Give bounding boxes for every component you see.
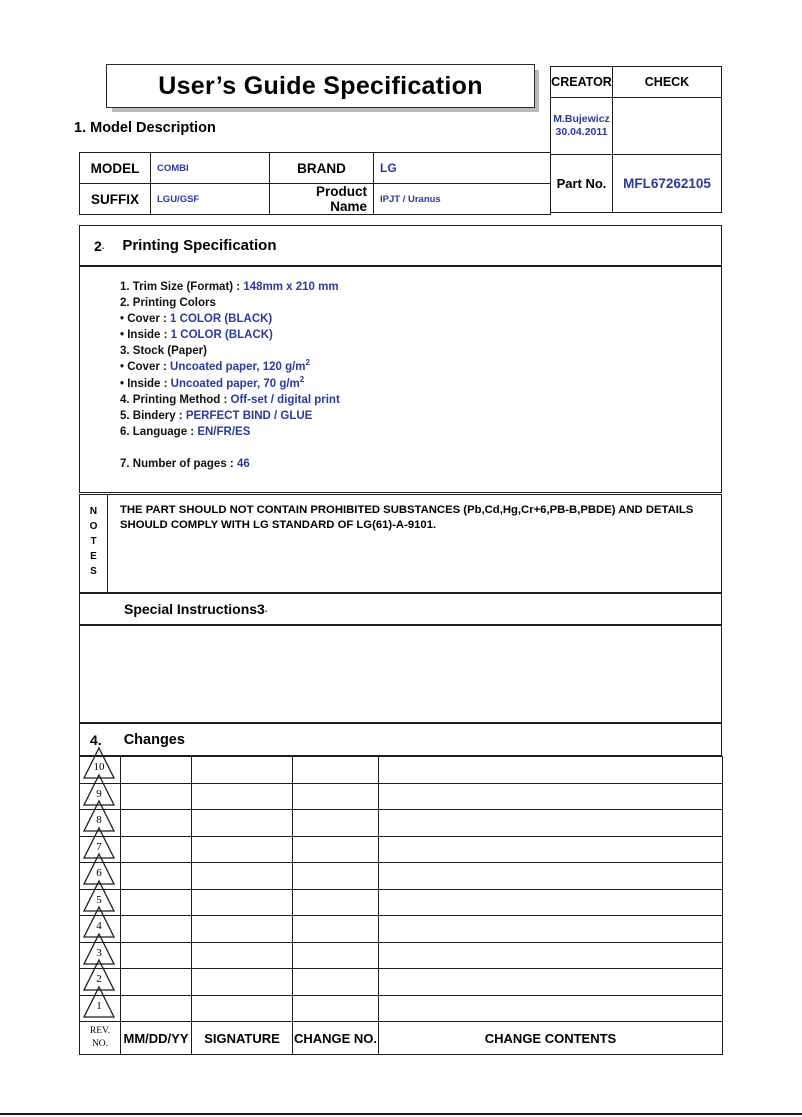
approval-value-row	[551, 98, 722, 155]
section2-number: 2	[94, 237, 102, 254]
model-description-table	[79, 152, 551, 215]
notes-label-letter: O	[89, 521, 98, 532]
model-value: COMBI	[151, 153, 270, 184]
changes-cell-signature[interactable]	[192, 783, 293, 810]
changes-cell-change-no[interactable]	[293, 863, 379, 890]
spec-line-label: 3. Stock (Paper)	[120, 345, 207, 358]
changes-cell-signature[interactable]	[192, 995, 293, 1022]
model-label: MODEL	[80, 153, 151, 184]
check-header: CHECK	[613, 67, 722, 98]
changes-cell-change-contents[interactable]	[379, 757, 723, 784]
printing-specification-list	[94, 279, 721, 472]
revision-number: 1	[96, 999, 102, 1012]
approval-header-row	[551, 67, 722, 98]
table-row	[80, 153, 551, 184]
changes-table	[79, 756, 723, 1055]
revision-number: 8	[96, 814, 102, 826]
notes-label-letter: E	[90, 551, 97, 562]
section1-heading: 1. Model Description	[74, 120, 216, 136]
part-no-label: Part No.	[551, 155, 613, 213]
special-instructions-body	[79, 625, 722, 723]
rev-no-line2: NO.	[91, 1039, 109, 1049]
changes-footer-row	[80, 1022, 723, 1055]
notes-vertical-label	[80, 495, 108, 592]
changes-cell-signature[interactable]	[192, 969, 293, 996]
spec-line-superscript: 2	[305, 358, 310, 368]
revision-number: 5	[96, 893, 102, 906]
spec-line-label: 1. Trim Size (Format) :	[120, 281, 244, 293]
changes-cell-change-no[interactable]	[293, 836, 379, 863]
table-row	[80, 916, 723, 943]
spec-line-gap	[94, 440, 721, 456]
changes-cell-date[interactable]	[121, 810, 192, 837]
table-row	[80, 757, 723, 784]
notes-block	[79, 494, 722, 593]
changes-cell-change-no[interactable]	[293, 942, 379, 969]
changes-cell-signature[interactable]	[192, 863, 293, 890]
changes-cell-date[interactable]	[121, 783, 192, 810]
spec-line-value: EN/FR/ES	[197, 425, 251, 438]
revision-marker-cell	[80, 916, 121, 943]
suffix-label: SUFFIX	[80, 184, 151, 215]
page-bottom-rule	[0, 1113, 802, 1115]
brand-value: LG	[374, 153, 551, 184]
spec-line-label: 7. Number of pages :	[120, 457, 237, 470]
notes-text: THE PART SHOULD NOT CONTAIN PROHIBITED SUBSTANCES (Pb,Cd,Hg,Cr+6,PB-B,PBDE) AND DETAILS SHOULD COMPLY WITH LG STANDARD OF LG(61)-A-9101.	[120, 504, 694, 531]
changes-cell-date[interactable]	[121, 942, 192, 969]
spec-line-value: 46	[236, 457, 250, 470]
changes-cell-signature[interactable]	[192, 836, 293, 863]
spec-line-label: • Cover :	[120, 313, 171, 326]
changes-cell-signature[interactable]	[192, 757, 293, 784]
rev-no-header	[80, 1022, 121, 1055]
revision-marker-cell	[80, 889, 121, 916]
revision-number: 7	[96, 840, 102, 853]
changes-cell-signature[interactable]	[192, 942, 293, 969]
spec-line	[94, 279, 721, 295]
changes-cell-signature[interactable]	[192, 889, 293, 916]
spec-line-label: 5. Bindery :	[120, 409, 186, 422]
table-row	[80, 942, 723, 969]
table-row	[80, 184, 551, 215]
changes-cell-change-no[interactable]	[293, 995, 379, 1022]
changes-cell-change-contents[interactable]	[379, 863, 723, 890]
spec-line-label: • Inside :	[120, 329, 171, 342]
section2-title: Printing Specification	[122, 237, 277, 254]
section2-header	[79, 225, 722, 266]
document-title-box	[106, 64, 535, 108]
creator-name: M.Bujewicz	[553, 112, 610, 125]
creator-header: CREATOR	[551, 67, 613, 98]
spec-line-value: Off-set / digital print	[230, 393, 340, 406]
changes-cell-signature[interactable]	[192, 810, 293, 837]
spec-line-label: • Inside :	[120, 377, 171, 390]
section4-title: Changes	[123, 731, 185, 748]
changes-cell-change-contents[interactable]	[379, 942, 723, 969]
table-row	[80, 889, 723, 916]
signature-header: SIGNATURE	[192, 1022, 293, 1055]
spec-line	[94, 408, 721, 424]
revision-number: 6	[96, 867, 102, 879]
changes-cell-change-no[interactable]	[293, 889, 379, 916]
changes-cell-date[interactable]	[121, 969, 192, 996]
revision-marker-cell	[80, 810, 121, 837]
table-row	[80, 783, 723, 810]
special-instructions-dot: .	[264, 604, 268, 614]
table-row	[80, 995, 723, 1022]
revision-marker-cell	[80, 783, 121, 810]
changes-cell-date[interactable]	[121, 836, 192, 863]
spec-line	[94, 343, 721, 359]
section4-number: 4.	[90, 731, 102, 748]
changes-cell-date[interactable]	[121, 863, 192, 890]
special-instructions-header	[79, 593, 722, 625]
spec-line-label: • Cover :	[120, 361, 171, 374]
revision-marker-cell	[80, 995, 121, 1022]
spec-line-value: Uncoated paper, 70 g/m	[170, 377, 300, 390]
change-contents-header: CHANGE CONTENTS	[379, 1022, 723, 1055]
spec-line-value: 1 COLOR (BLACK)	[170, 313, 273, 326]
revision-number: 2	[96, 973, 102, 985]
notes-label-letter: N	[89, 506, 98, 517]
revision-marker-cell	[80, 942, 121, 969]
change-no-header: CHANGE NO.	[293, 1022, 379, 1055]
product-name-value: IPJT / Uranus	[374, 184, 551, 215]
spec-line	[94, 392, 721, 408]
special-instructions-title: Special Instructions3	[124, 601, 265, 617]
creator-value-cell	[551, 98, 613, 155]
revision-marker-cell	[80, 863, 121, 890]
creator-date: 30.04.2011	[555, 126, 608, 138]
spec-line-superscript: 2	[299, 374, 305, 384]
part-no-value: MFL67262105	[613, 155, 722, 213]
spec-line	[94, 311, 721, 327]
spec-line	[94, 295, 721, 311]
spec-line-label: 6. Language :	[120, 425, 198, 438]
changes-cell-change-contents[interactable]	[379, 995, 723, 1022]
rev-no-line1: REV.	[89, 1026, 111, 1036]
changes-cell-date[interactable]	[121, 916, 192, 943]
printing-specification-body	[79, 266, 722, 493]
changes-cell-change-no[interactable]	[293, 783, 379, 810]
changes-cell-date[interactable]	[121, 757, 192, 784]
changes-cell-change-contents[interactable]	[379, 969, 723, 996]
revision-number: 10	[93, 761, 105, 773]
revision-number: 3	[96, 946, 102, 959]
changes-cell-signature[interactable]	[192, 916, 293, 943]
date-header: MM/DD/YY	[121, 1022, 192, 1055]
spec-line-value: 1 COLOR (BLACK)	[170, 329, 273, 342]
notes-label-letter: S	[90, 566, 97, 577]
section2-dot: .	[101, 240, 105, 251]
spec-line-value: PERFECT BIND / GLUE	[185, 409, 313, 422]
changes-cell-change-contents[interactable]	[379, 810, 723, 837]
approval-table	[550, 66, 722, 213]
brand-label: BRAND	[270, 153, 374, 184]
changes-cell-date[interactable]	[121, 995, 192, 1022]
spec-line	[94, 424, 721, 440]
changes-cell-change-contents[interactable]	[379, 889, 723, 916]
suffix-value: LGU/GSF	[151, 184, 270, 215]
changes-cell-change-no[interactable]	[293, 916, 379, 943]
changes-cell-change-contents[interactable]	[379, 916, 723, 943]
changes-table-wrap	[79, 756, 722, 1049]
table-row	[80, 863, 723, 890]
spec-line	[94, 456, 721, 472]
changes-cell-change-contents[interactable]	[379, 783, 723, 810]
spec-line-value: 148mm x 210 mm	[243, 281, 339, 293]
spec-line	[94, 327, 721, 343]
section4-header	[79, 723, 722, 756]
changes-cell-change-no[interactable]	[293, 969, 379, 996]
changes-cell-change-no[interactable]	[293, 757, 379, 784]
notes-label-letter: T	[90, 536, 97, 547]
changes-cell-change-contents[interactable]	[379, 836, 723, 863]
revision-marker-cell	[80, 836, 121, 863]
table-row	[80, 810, 723, 837]
changes-cell-date[interactable]	[121, 889, 192, 916]
page-title: User’s Guide Specification	[158, 71, 483, 100]
spec-line-value: Uncoated paper, 120 g/m	[170, 361, 306, 374]
part-no-row	[551, 155, 722, 213]
table-row	[80, 836, 723, 863]
check-value-cell	[613, 98, 722, 155]
revision-number: 4	[96, 920, 102, 932]
changes-cell-change-no[interactable]	[293, 810, 379, 837]
revision-marker-cell	[80, 757, 121, 784]
revision-number: 9	[96, 787, 102, 800]
table-row	[80, 969, 723, 996]
spec-line-label: 2. Printing Colors	[120, 297, 216, 310]
spec-line	[94, 376, 721, 392]
revision-marker-cell	[80, 969, 121, 996]
spec-line-label: 4. Printing Method :	[120, 393, 231, 406]
spec-line	[94, 359, 721, 375]
product-name-label: Product Name	[270, 184, 374, 215]
